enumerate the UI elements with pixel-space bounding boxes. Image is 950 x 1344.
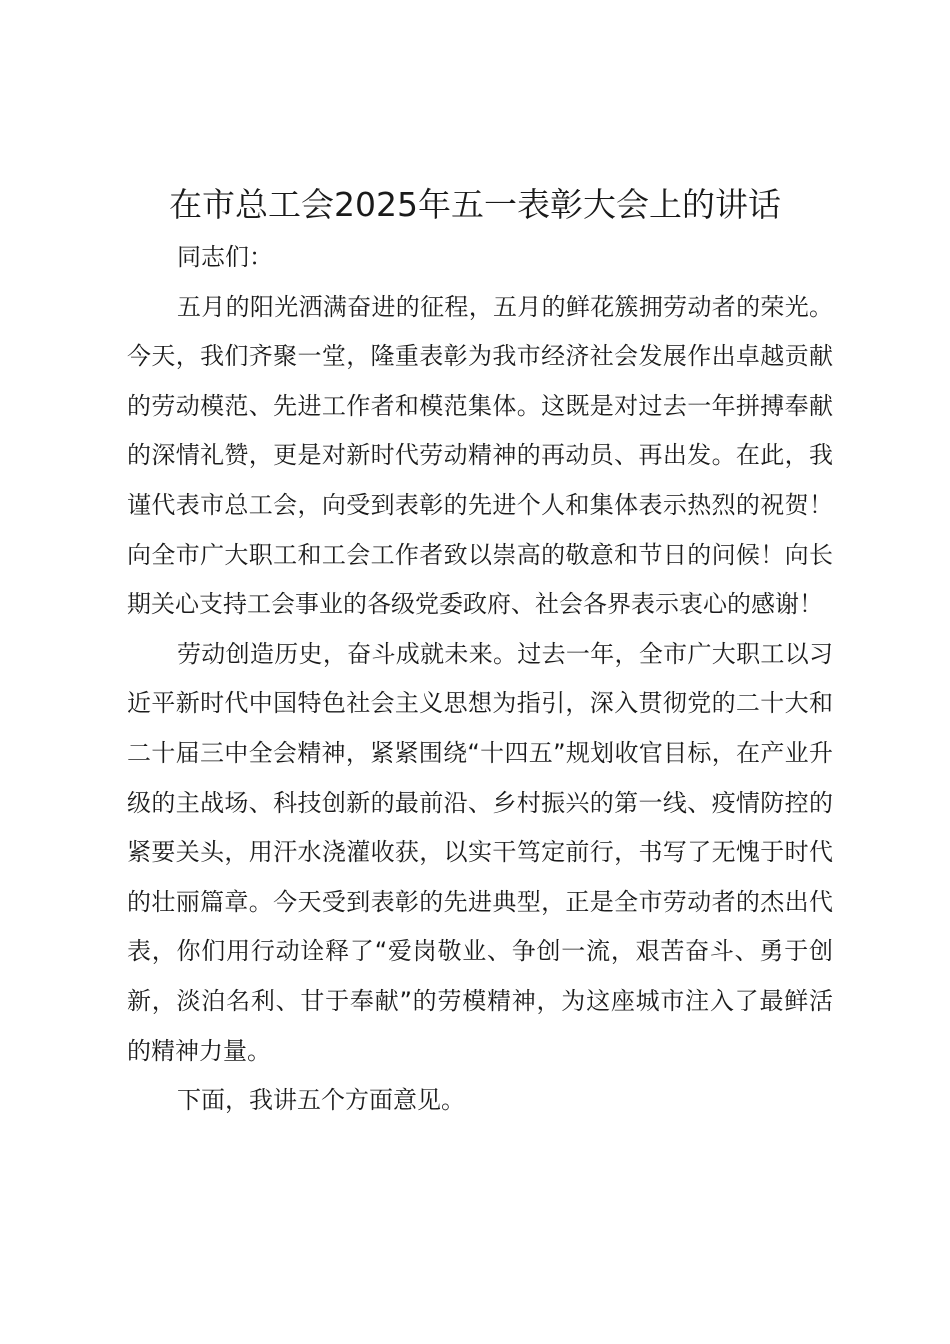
achievement-paragraph: 劳动创造历史，奋斗成就未来。过去一年，全市广大职工以习近平新时代中国特色社会主义思想为指引，深入贯彻党的二十大和二十届三中全会精神，紧紧围绕“十四五”规划收官目标，在产业升级的主战场、科技创新的最前沿、乡村振兴的第一线、疫情防控的紧要关头，用汗水浇灌收获，以实干笃定前行，书写了无愧于时代的壮丽篇章。今天受到表彰的先进典型，正是全市劳动者的杰出代表，你们用行动诠释了“爱岗敬业、争创一流，艰苦奋斗、勇于创新，淡泊名利、甘于奉献”的劳模精神，为这座城市注入了最鲜活的精神力量。 [127, 639, 833, 1065]
transition-paragraph: 下面，我讲五个方面意见。 [177, 1086, 465, 1115]
salutation-paragraph: 同志们： [177, 243, 273, 271]
document-body [127, 233, 833, 1126]
document-title: 在市总工会2025年五一表彰大会上的讲话 [169, 185, 781, 224]
opening-paragraph: 五月的阳光洒满奋进的征程，五月的鲜花簇拥劳动者的荣光。今天，我们齐聚一堂，隆重表彰为我市经济社会发展作出卓越贡献的劳动模范、先进工作者和模范集体。这既是对过去一年拼搏奉献的深情礼赞，更是对新时代劳动精神的再动员、再出发。在此，我谨代表市总工会，向受到表彰的先进个人和集体表示热烈的祝贺！向全市广大职工和工会工作者致以崇高的敬意和节日的问候！向长期关心支持工会事业的各级党委政府、社会各界表示衷心的感谢！ [127, 292, 833, 619]
